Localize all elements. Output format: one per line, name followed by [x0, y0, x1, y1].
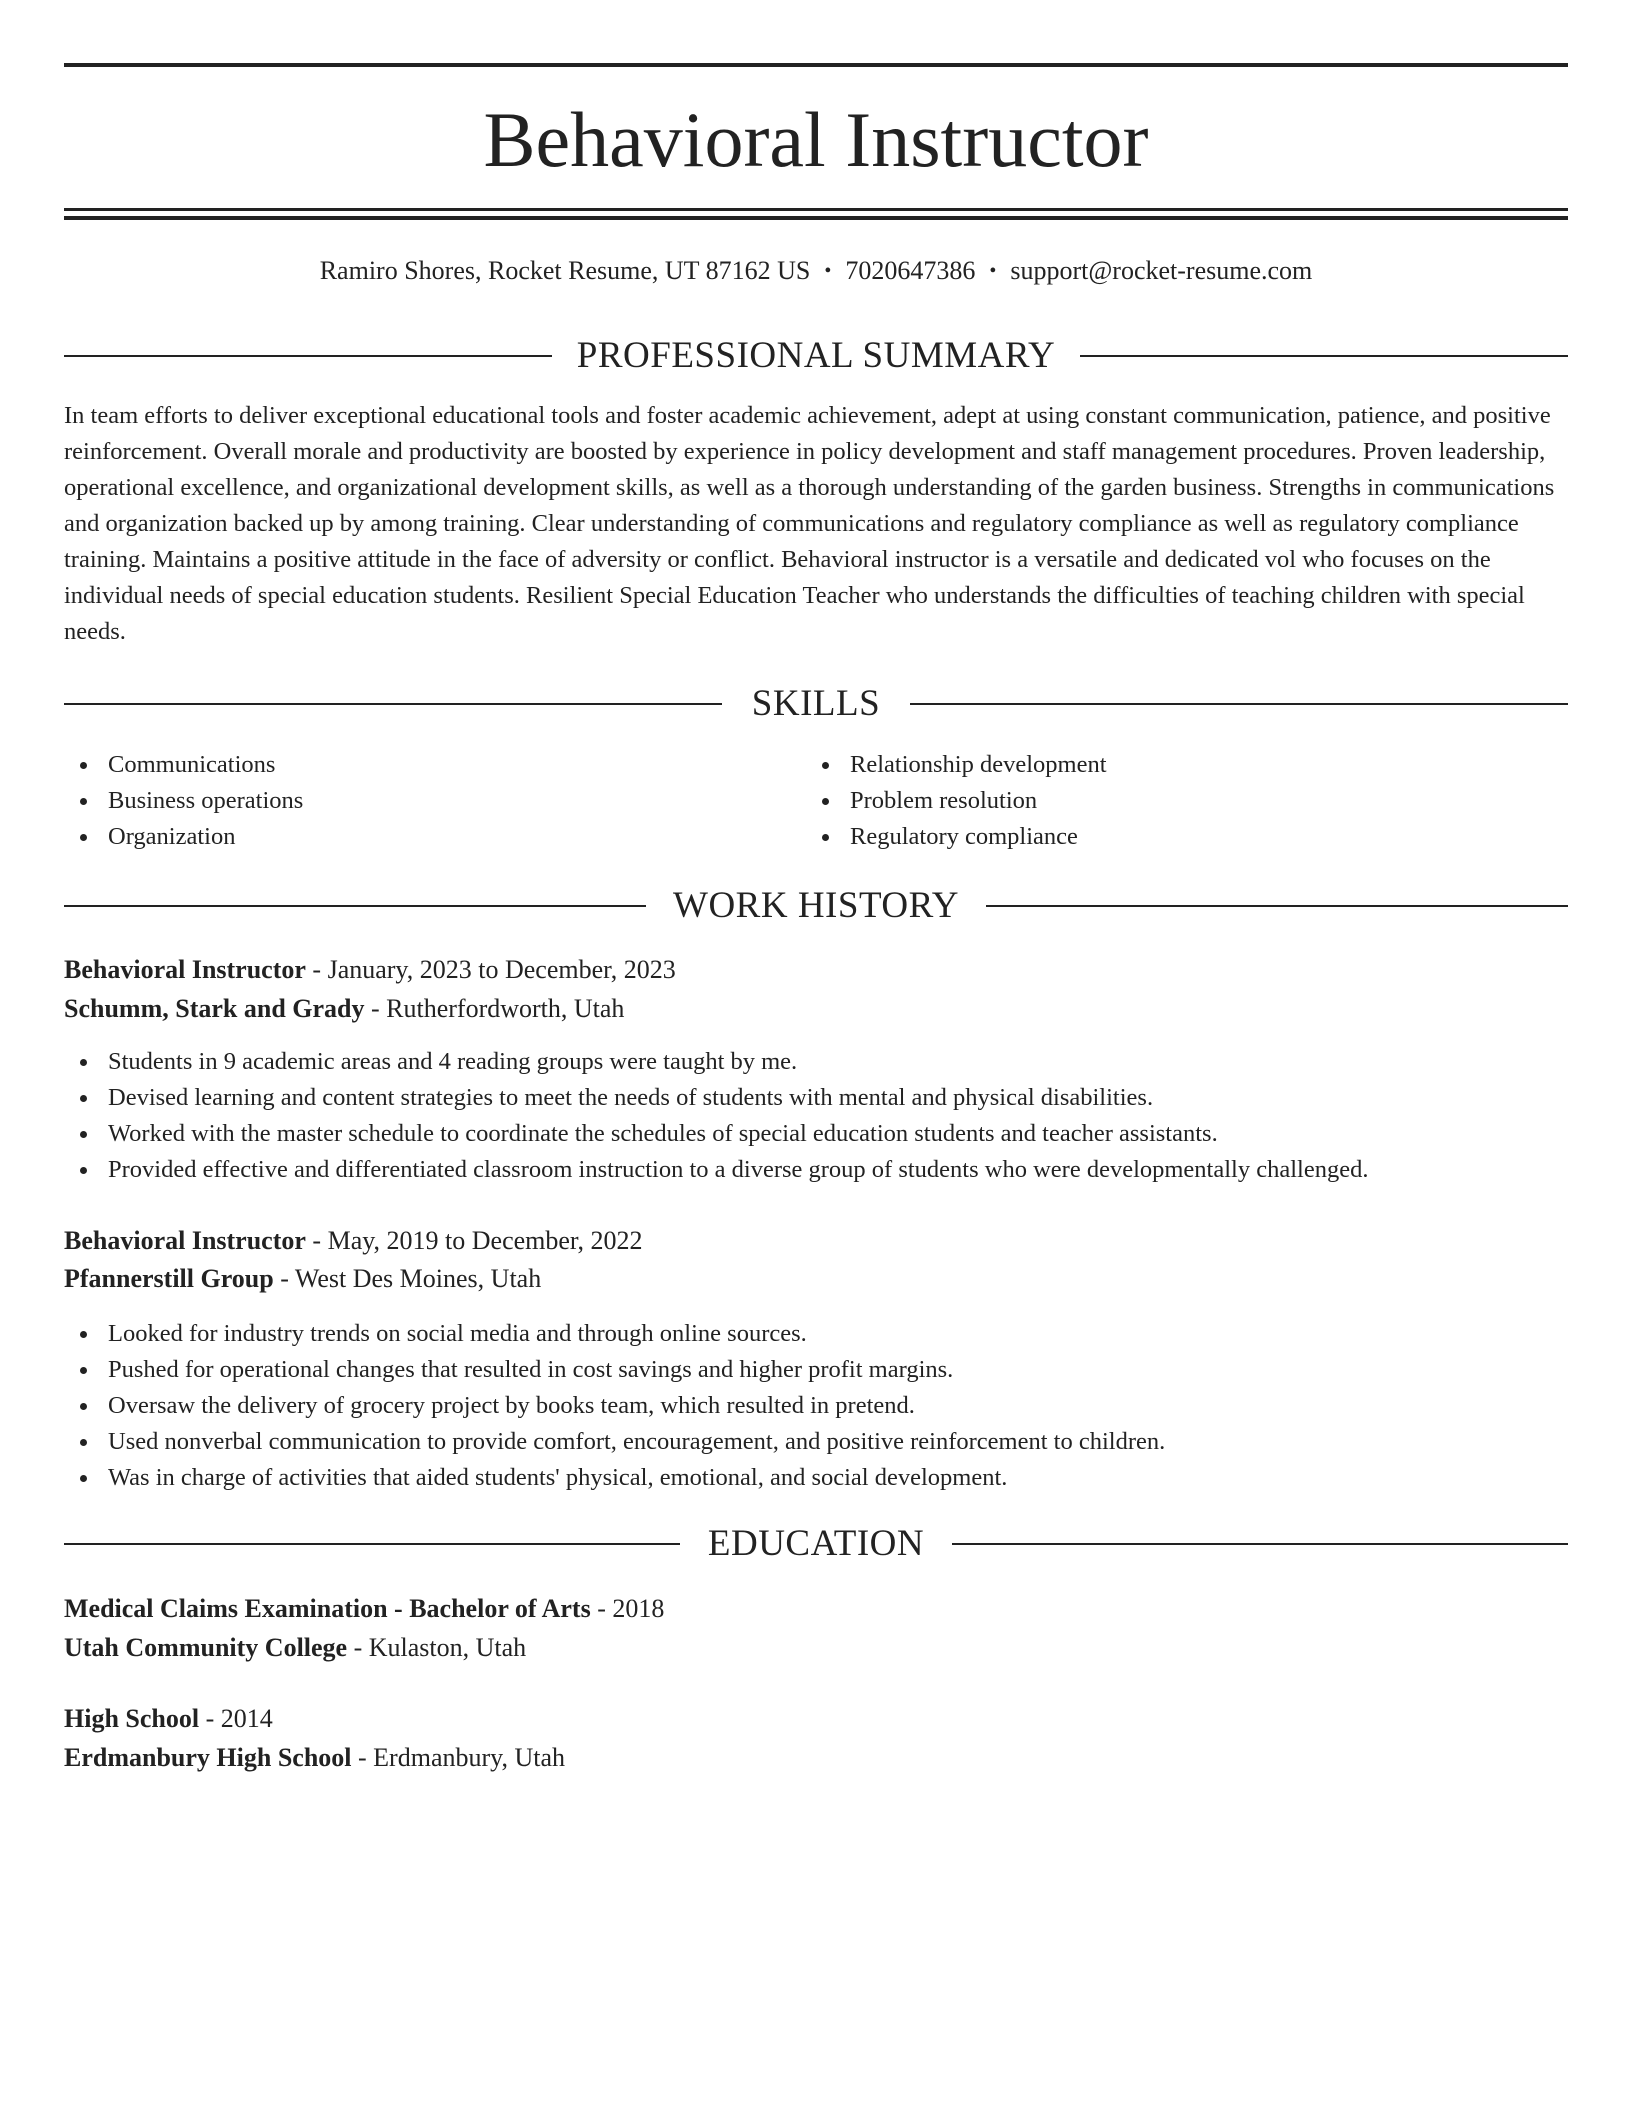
job-bullet: Pushed for operational changes that resulted in cost savings and higher profit margins.: [64, 1352, 1568, 1388]
heading-rule-right: [910, 703, 1568, 705]
job-location: - Rutherfordworth, Utah: [364, 994, 625, 1023]
job-company-line: [64, 1261, 541, 1297]
education-school: Erdmanbury High School: [64, 1743, 352, 1772]
job-bullet: Was in charge of activities that aided students' physical, emotional, and social development.: [64, 1460, 1568, 1496]
education-school-line: [64, 1630, 526, 1666]
job-bullet: Students in 9 academic areas and 4 reading groups were taught by me.: [64, 1044, 1568, 1080]
heading-rule-right: [952, 1543, 1568, 1545]
job-bullet: Worked with the master schedule to coordinate the schedules of special education students and teacher assistants.: [64, 1116, 1568, 1152]
education-year: - 2018: [590, 1594, 665, 1623]
title-rule-upper: [64, 208, 1568, 211]
section-heading-skills: [64, 682, 1568, 726]
education-school: Utah Community College: [64, 1633, 348, 1662]
heading-rule-right: [986, 905, 1568, 907]
skill-item: Relationship development: [806, 747, 1546, 783]
job-bullet: Provided effective and differentiated classroom instruction to a diverse group of students who were developmentally challenged.: [64, 1152, 1568, 1188]
job-company: Schumm, Stark and Grady: [64, 994, 365, 1023]
job-title: Behavioral Instructor: [64, 1226, 306, 1255]
job-bullet: Oversaw the delivery of grocery project by books team, which resulted in pretend.: [64, 1388, 1568, 1424]
job-title-line: [64, 1223, 643, 1259]
job-bullet: Used nonverbal communication to provide comfort, encouragement, and positive reinforcement to children.: [64, 1424, 1568, 1460]
section-heading-education: [64, 1522, 1568, 1566]
education-year: - 2014: [199, 1704, 273, 1733]
page-title: Behavioral Instructor: [483, 96, 1149, 183]
job-bullet: Looked for industry trends on social media and through online sources.: [64, 1316, 1568, 1352]
contact-email: support@rocket-resume.com: [1010, 256, 1313, 285]
skill-item: Regulatory compliance: [806, 819, 1546, 855]
education-school-line: [64, 1740, 565, 1776]
section-heading-summary: [64, 334, 1568, 378]
title-rule-lower: [64, 216, 1568, 220]
job-bullets: [64, 1044, 1568, 1188]
education-degree-line: [64, 1701, 273, 1737]
education-degree: High School: [64, 1704, 200, 1733]
skills-list-right: [806, 747, 1546, 855]
contact-address: Ramiro Shores, Rocket Resume, UT 87162 US: [319, 256, 811, 285]
section-title: SKILLS: [751, 683, 881, 724]
section-title: EDUCATION: [707, 1523, 925, 1564]
job-title: Behavioral Instructor: [64, 955, 306, 984]
top-rule: [64, 63, 1568, 67]
job-bullet: Devised learning and content strategies to meet the needs of students with mental and physical disabilities.: [64, 1080, 1568, 1116]
summary-text: In team efforts to deliver exceptional educational tools and foster academic achievement, adept at using constant communication, patience, and positive reinforcement. Overall morale and productivity are boosted by experience in policy development and staff management procedures. Proven leadership, operational excellence, and organizational development skills, as well as a thorough understanding of the garden business. Strengths in communications and organization backed up by among training. Clear understanding of communications and regulatory compliance as well as regulatory compliance training. Maintains a positive attitude in the face of adversity or conflict. Behavioral instructor is a versatile and dedicated vol who focuses on the individual needs of special education students. Resilient Special Education Teacher who understands the difficulties of teaching children with special needs.: [64, 402, 1555, 645]
job-dates: - January, 2023 to December, 2023: [305, 955, 676, 984]
contact-line: [64, 254, 1568, 290]
skill-item: Problem resolution: [806, 783, 1546, 819]
job-bullets: [64, 1316, 1568, 1496]
job-title-line: [64, 952, 676, 988]
contact-phone: 7020647386: [845, 256, 976, 285]
job-company: Pfannerstill Group: [64, 1264, 274, 1293]
education-degree-line: [64, 1591, 664, 1627]
education-location: - Kulaston, Utah: [347, 1633, 527, 1662]
heading-rule-right: [1080, 355, 1568, 357]
skills-list-left: [64, 747, 764, 855]
job-dates: - May, 2019 to December, 2022: [305, 1226, 643, 1255]
contact-separator: •: [989, 260, 997, 282]
education-degree: Medical Claims Examination - Bachelor of Arts: [64, 1594, 591, 1623]
skill-item: Business operations: [64, 783, 764, 819]
job-company-line: [64, 991, 624, 1027]
job-location: - West Des Moines, Utah: [273, 1264, 542, 1293]
section-title: PROFESSIONAL SUMMARY: [576, 335, 1056, 376]
section-heading-work: [64, 884, 1568, 928]
skill-item: Communications: [64, 747, 764, 783]
section-title: WORK HISTORY: [673, 885, 959, 926]
skill-item: Organization: [64, 819, 764, 855]
contact-separator: •: [824, 260, 832, 282]
education-location: - Erdmanbury, Utah: [351, 1743, 565, 1772]
